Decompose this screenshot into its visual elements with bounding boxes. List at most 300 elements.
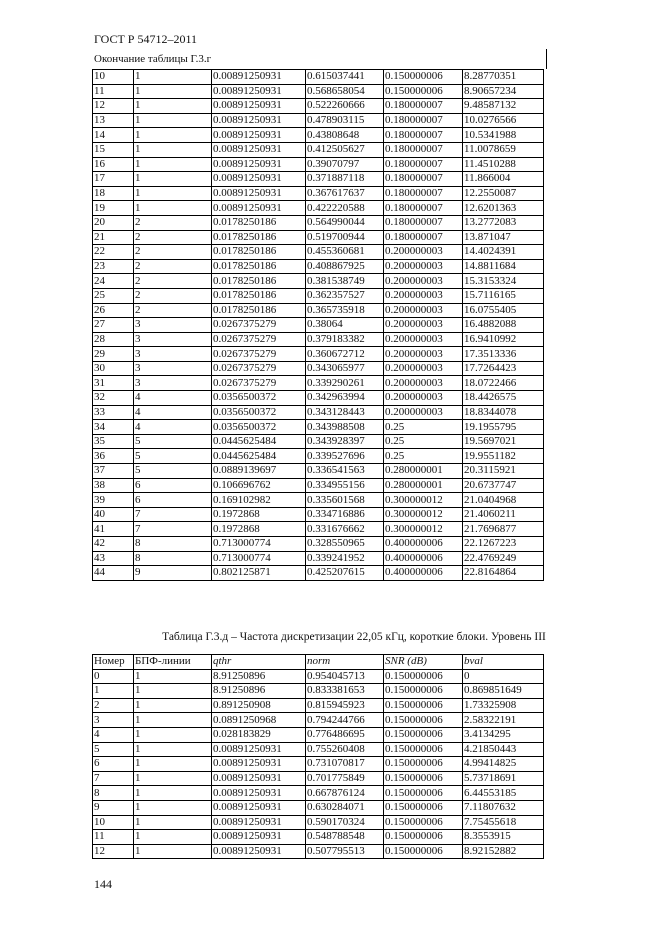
table-cell: 3 xyxy=(93,713,134,728)
table-g3d xyxy=(92,654,544,859)
table-cell: 0.00891250931 xyxy=(212,128,306,143)
table-row xyxy=(93,844,544,859)
table-cell: 0.365735918 xyxy=(306,303,384,318)
table-cell: 20.6737747 xyxy=(463,478,544,493)
table-cell: 8 xyxy=(134,537,212,552)
document-header: ГОСТ Р 54712–2011 xyxy=(94,32,198,46)
table-cell: 16.9410992 xyxy=(463,332,544,347)
table-cell: 12 xyxy=(93,844,134,859)
table-cell: 36 xyxy=(93,449,134,464)
table-cell: 0.39070797 xyxy=(306,157,384,172)
table-header-row xyxy=(93,655,544,670)
table-cell: 0.180000007 xyxy=(384,230,463,245)
table-cell: 6.44553185 xyxy=(463,786,544,801)
table-cell: 0.200000003 xyxy=(384,259,463,274)
table-cell: 20.3115921 xyxy=(463,464,544,479)
table-cell: 27 xyxy=(93,318,134,333)
table-cell: 0.334716886 xyxy=(306,507,384,522)
table-cell: 7.75455618 xyxy=(463,815,544,830)
table-cell: 0.954045713 xyxy=(306,669,384,684)
table-cell: 0.00891250931 xyxy=(212,771,306,786)
table-row xyxy=(93,507,544,522)
table-cell: 0.794244766 xyxy=(306,713,384,728)
table-cell: 12 xyxy=(93,99,134,114)
table-cell: 23 xyxy=(93,259,134,274)
table-cell: 2 xyxy=(134,303,212,318)
table-cell: 3 xyxy=(134,361,212,376)
table-row xyxy=(93,684,544,699)
table-cell: 0.150000006 xyxy=(384,844,463,859)
table-cell: 21.4060211 xyxy=(463,507,544,522)
table-cell: 0.0267375279 xyxy=(212,318,306,333)
table-cell: 0.0178250186 xyxy=(212,288,306,303)
table-cell: 0.343128443 xyxy=(306,405,384,420)
table-cell: 0.00891250931 xyxy=(212,742,306,757)
table-cell: 13 xyxy=(93,113,134,128)
table-cell: 2 xyxy=(93,698,134,713)
table-cell: 1 xyxy=(134,128,212,143)
table-row xyxy=(93,245,544,260)
table-cell: 0.425207615 xyxy=(306,566,384,581)
table-row xyxy=(93,230,544,245)
table-cell: 0.331676662 xyxy=(306,522,384,537)
table-cell: 0.43808648 xyxy=(306,128,384,143)
table-cell: 0.360672712 xyxy=(306,347,384,362)
table-cell: 5 xyxy=(134,464,212,479)
table-cell: 0.1972868 xyxy=(212,522,306,537)
table-cell: 18.0722466 xyxy=(463,376,544,391)
table-cell: 0.280000001 xyxy=(384,464,463,479)
table-cell: 22.4769249 xyxy=(463,551,544,566)
table-cell: 0.0445625484 xyxy=(212,449,306,464)
table-cell: 1 xyxy=(134,172,212,187)
table-cell: 0.590170324 xyxy=(306,815,384,830)
table-row xyxy=(93,771,544,786)
table-cell: 0.507795513 xyxy=(306,844,384,859)
table-cell: 1 xyxy=(134,800,212,815)
table-row xyxy=(93,274,544,289)
table-cell: 22 xyxy=(93,245,134,260)
table-cell: 0.200000003 xyxy=(384,318,463,333)
table-row xyxy=(93,113,544,128)
table-cell: 18 xyxy=(93,186,134,201)
table-cell: 0.180000007 xyxy=(384,113,463,128)
table-row xyxy=(93,698,544,713)
table-cell: 1 xyxy=(134,684,212,699)
table-cell: 1 xyxy=(134,698,212,713)
table-cell: 0 xyxy=(93,669,134,684)
table-cell: 3 xyxy=(134,332,212,347)
table-cell: 11.0078659 xyxy=(463,142,544,157)
table-cell: 1 xyxy=(134,669,212,684)
table-cell: 0.802125871 xyxy=(212,566,306,581)
table-cell: 1 xyxy=(134,830,212,845)
table-cell: 0.342963994 xyxy=(306,391,384,406)
table-cell: 43 xyxy=(93,551,134,566)
table-cell: 21.7696877 xyxy=(463,522,544,537)
table-cell: 16 xyxy=(93,157,134,172)
table-cell: 1 xyxy=(134,70,212,85)
table-cell: 0.200000003 xyxy=(384,347,463,362)
table-cell: 0.150000006 xyxy=(384,757,463,772)
table-cell: 0.00891250931 xyxy=(212,757,306,772)
table-cell: 24 xyxy=(93,274,134,289)
table-cell: 1 xyxy=(134,727,212,742)
table-cell: 1 xyxy=(134,201,212,216)
table-cell: 19.9551182 xyxy=(463,449,544,464)
table-cell: 1.73325908 xyxy=(463,698,544,713)
table-cell: 0.00891250931 xyxy=(212,113,306,128)
table-cell: 13.871047 xyxy=(463,230,544,245)
table-cell: 0.150000006 xyxy=(384,771,463,786)
table-row xyxy=(93,99,544,114)
table-cell: 0.379183382 xyxy=(306,332,384,347)
table-cell: 11 xyxy=(93,830,134,845)
table-cell: 0.422220588 xyxy=(306,201,384,216)
table-cell: 19.5697021 xyxy=(463,434,544,449)
table-cell: 0.00891250931 xyxy=(212,157,306,172)
table-cell: 0.200000003 xyxy=(384,245,463,260)
table-cell: 2 xyxy=(134,274,212,289)
table-row xyxy=(93,669,544,684)
table-cell: 0.25 xyxy=(384,434,463,449)
table-cell: 25 xyxy=(93,288,134,303)
table-cell: 0.522260666 xyxy=(306,99,384,114)
table-cell: 0.336541563 xyxy=(306,464,384,479)
table-row xyxy=(93,332,544,347)
table-cell: 0.0178250186 xyxy=(212,259,306,274)
table-cell: 9.48587132 xyxy=(463,99,544,114)
table-cell: 0.0356500372 xyxy=(212,391,306,406)
table-row xyxy=(93,172,544,187)
table-cell: 4.99414825 xyxy=(463,757,544,772)
table-cell: 12.2550087 xyxy=(463,186,544,201)
table-cell: 0.408867925 xyxy=(306,259,384,274)
table-cell: 8.91250896 xyxy=(212,669,306,684)
table-cell: 0.1972868 xyxy=(212,507,306,522)
table-caption: Таблица Г.3.д – Частота дискретизации 22,05 кГц, короткие блоки. Уровень III xyxy=(162,631,546,643)
table-cell: 0.150000006 xyxy=(384,830,463,845)
table-cell: 0.00891250931 xyxy=(212,186,306,201)
table-cell: 0.25 xyxy=(384,420,463,435)
table-cell: 10 xyxy=(93,70,134,85)
table-cell: 5.73718691 xyxy=(463,771,544,786)
table-cell: 0.568658054 xyxy=(306,84,384,99)
table-row xyxy=(93,142,544,157)
table-cell: 8.3553915 xyxy=(463,830,544,845)
table-cell: 0.00891250931 xyxy=(212,201,306,216)
table-cell: 28 xyxy=(93,332,134,347)
table-cell: 1 xyxy=(93,684,134,699)
table-cell: 0.400000006 xyxy=(384,551,463,566)
table-cell: 0.455360681 xyxy=(306,245,384,260)
table-cell: 11.866004 xyxy=(463,172,544,187)
header-fft-lines: БПФ-линии xyxy=(134,655,212,670)
table-cell: 33 xyxy=(93,405,134,420)
table-cell: 0.150000006 xyxy=(384,669,463,684)
table-row xyxy=(93,128,544,143)
table-cell: 0.38064 xyxy=(306,318,384,333)
table-cell: 21 xyxy=(93,230,134,245)
table-cell: 0.519700944 xyxy=(306,230,384,245)
table-cell: 6 xyxy=(134,493,212,508)
table-cell: 8.28770351 xyxy=(463,70,544,85)
table-cell: 0.150000006 xyxy=(384,786,463,801)
table-cell: 1 xyxy=(134,99,212,114)
table-cell: 0.150000006 xyxy=(384,70,463,85)
table-continuation-label: Окончание таблицы Г.3.г xyxy=(92,49,547,69)
table-row xyxy=(93,742,544,757)
header-norm: norm xyxy=(306,655,384,670)
table-row xyxy=(93,815,544,830)
table-cell: 0.0267375279 xyxy=(212,332,306,347)
table-cell: 0.0356500372 xyxy=(212,405,306,420)
table-cell: 39 xyxy=(93,493,134,508)
table-cell: 0.25 xyxy=(384,449,463,464)
table-cell: 17.7264423 xyxy=(463,361,544,376)
table-cell: 0.200000003 xyxy=(384,361,463,376)
table-cell: 0.00891250931 xyxy=(212,99,306,114)
table-cell: 0.731070817 xyxy=(306,757,384,772)
table-cell: 0.0267375279 xyxy=(212,347,306,362)
table-row xyxy=(93,288,544,303)
table-cell: 42 xyxy=(93,537,134,552)
table-row xyxy=(93,259,544,274)
table-cell: 31 xyxy=(93,376,134,391)
table-cell: 34 xyxy=(93,420,134,435)
header-snr: SNR (dB) xyxy=(384,655,463,670)
table-cell: 0.150000006 xyxy=(384,713,463,728)
table-cell: 8.90657234 xyxy=(463,84,544,99)
table-cell: 8 xyxy=(93,786,134,801)
table-cell: 9 xyxy=(134,566,212,581)
table-cell: 0.667876124 xyxy=(306,786,384,801)
table-cell: 0.150000006 xyxy=(384,727,463,742)
table-cell: 0.0889139697 xyxy=(212,464,306,479)
table-cell: 0.180000007 xyxy=(384,172,463,187)
table-cell: 2 xyxy=(134,215,212,230)
table-cell: 0.755260408 xyxy=(306,742,384,757)
table-cell: 0.0891250968 xyxy=(212,713,306,728)
table-cell: 3 xyxy=(134,376,212,391)
table-cell: 7 xyxy=(134,507,212,522)
table-cell: 1 xyxy=(134,844,212,859)
table-cell: 1 xyxy=(134,742,212,757)
table-cell: 5 xyxy=(93,742,134,757)
table-cell: 0.180000007 xyxy=(384,157,463,172)
table-cell: 0.200000003 xyxy=(384,376,463,391)
table-cell: 10.5341988 xyxy=(463,128,544,143)
table-row xyxy=(93,830,544,845)
table-cell: 10 xyxy=(93,815,134,830)
table-cell: 0.180000007 xyxy=(384,186,463,201)
table-cell: 7.11807632 xyxy=(463,800,544,815)
table-g3g-end xyxy=(92,69,544,581)
table-cell: 4 xyxy=(134,391,212,406)
table-cell: 15 xyxy=(93,142,134,157)
table-cell: 2 xyxy=(134,259,212,274)
table-cell: 8.91250896 xyxy=(212,684,306,699)
table-cell: 1 xyxy=(134,157,212,172)
table-cell: 5 xyxy=(134,449,212,464)
table-cell: 7 xyxy=(134,522,212,537)
table-cell: 17.3513336 xyxy=(463,347,544,362)
table-row xyxy=(93,786,544,801)
table-cell: 4.21850443 xyxy=(463,742,544,757)
table-cell: 0.300000012 xyxy=(384,507,463,522)
table-cell: 10.0276566 xyxy=(463,113,544,128)
table-cell: 5 xyxy=(134,434,212,449)
table-cell: 0.339527696 xyxy=(306,449,384,464)
table-cell: 0.150000006 xyxy=(384,84,463,99)
table-cell: 8.92152882 xyxy=(463,844,544,859)
table-cell: 1 xyxy=(134,771,212,786)
table-cell: 0.300000012 xyxy=(384,493,463,508)
table-cell: 35 xyxy=(93,434,134,449)
table-cell: 22.1267223 xyxy=(463,537,544,552)
header-qthr: qthr xyxy=(212,655,306,670)
table-cell: 0.0356500372 xyxy=(212,420,306,435)
table-row xyxy=(93,70,544,85)
table-cell: 20 xyxy=(93,215,134,230)
table-cell: 41 xyxy=(93,522,134,537)
table-cell: 38 xyxy=(93,478,134,493)
table-cell: 0.00891250931 xyxy=(212,172,306,187)
table-cell: 0.0267375279 xyxy=(212,361,306,376)
table-row xyxy=(93,566,544,581)
table-cell: 1 xyxy=(134,815,212,830)
table-row xyxy=(93,449,544,464)
table-cell: 29 xyxy=(93,347,134,362)
table-row xyxy=(93,391,544,406)
table-cell: 0.00891250931 xyxy=(212,815,306,830)
table-cell: 0.0178250186 xyxy=(212,274,306,289)
table-cell: 7 xyxy=(93,771,134,786)
table-cell: 3 xyxy=(134,318,212,333)
table-cell: 1 xyxy=(134,84,212,99)
table-cell: 15.7116165 xyxy=(463,288,544,303)
table-cell: 0.028183829 xyxy=(212,727,306,742)
table-cell: 0.150000006 xyxy=(384,800,463,815)
table-cell: 0.343065977 xyxy=(306,361,384,376)
table-cell: 1 xyxy=(134,713,212,728)
table-row xyxy=(93,347,544,362)
table-cell: 44 xyxy=(93,566,134,581)
header-bval: bval xyxy=(463,655,544,670)
table-cell: 0.150000006 xyxy=(384,742,463,757)
table-cell: 3.4134295 xyxy=(463,727,544,742)
table-cell: 0.200000003 xyxy=(384,274,463,289)
table-row xyxy=(93,157,544,172)
table-cell: 0.00891250931 xyxy=(212,84,306,99)
table-cell: 0.339290261 xyxy=(306,376,384,391)
table-cell: 0.0178250186 xyxy=(212,230,306,245)
table-row xyxy=(93,201,544,216)
table-cell: 40 xyxy=(93,507,134,522)
table-cell: 0.106696762 xyxy=(212,478,306,493)
table-cell: 2 xyxy=(134,230,212,245)
table-cell: 0.280000001 xyxy=(384,478,463,493)
table-cell: 17 xyxy=(93,172,134,187)
table-cell: 0.200000003 xyxy=(384,405,463,420)
table-cell: 14.8811684 xyxy=(463,259,544,274)
table-cell: 12.6201363 xyxy=(463,201,544,216)
table-row xyxy=(93,757,544,772)
table-row xyxy=(93,405,544,420)
table-cell: 0.400000006 xyxy=(384,566,463,581)
table-cell: 2 xyxy=(134,245,212,260)
table-cell: 22.8164864 xyxy=(463,566,544,581)
table-cell: 6 xyxy=(93,757,134,772)
table-row xyxy=(93,376,544,391)
table-row xyxy=(93,478,544,493)
table-cell: 37 xyxy=(93,464,134,479)
table-row xyxy=(93,522,544,537)
table-row xyxy=(93,434,544,449)
table-row xyxy=(93,713,544,728)
table-cell: 16.0755405 xyxy=(463,303,544,318)
table-cell: 0.0178250186 xyxy=(212,245,306,260)
table-cell: 0.200000003 xyxy=(384,332,463,347)
table-cell: 0.00891250931 xyxy=(212,70,306,85)
table-cell: 0.833381653 xyxy=(306,684,384,699)
table-cell: 2 xyxy=(134,288,212,303)
table-cell: 0.343928397 xyxy=(306,434,384,449)
table-cell: 1 xyxy=(134,113,212,128)
table-cell: 0.891250908 xyxy=(212,698,306,713)
table-cell: 0.343988508 xyxy=(306,420,384,435)
table-cell: 0.371887118 xyxy=(306,172,384,187)
table-cell: 0.630284071 xyxy=(306,800,384,815)
table-cell: 0.548788548 xyxy=(306,830,384,845)
table-row xyxy=(93,551,544,566)
table-row xyxy=(93,464,544,479)
table-cell: 0.339241952 xyxy=(306,551,384,566)
header-number: Номер xyxy=(93,655,134,670)
table-cell: 0.00891250931 xyxy=(212,142,306,157)
table-cell: 0.334955156 xyxy=(306,478,384,493)
table-cell: 1 xyxy=(134,142,212,157)
table-cell: 18.8344078 xyxy=(463,405,544,420)
table-row xyxy=(93,800,544,815)
table-cell: 18.4426575 xyxy=(463,391,544,406)
table-cell: 0.200000003 xyxy=(384,288,463,303)
table-row xyxy=(93,186,544,201)
table-cell: 0.180000007 xyxy=(384,201,463,216)
table-cell: 0.362357527 xyxy=(306,288,384,303)
table-cell: 26 xyxy=(93,303,134,318)
table-cell: 0.381538749 xyxy=(306,274,384,289)
table-cell: 6 xyxy=(134,478,212,493)
table-row xyxy=(93,303,544,318)
table-cell: 16.4882088 xyxy=(463,318,544,333)
table-cell: 19.1955795 xyxy=(463,420,544,435)
table-cell: 0.335601568 xyxy=(306,493,384,508)
table-cell: 0.412505627 xyxy=(306,142,384,157)
table-cell: 0.00891250931 xyxy=(212,786,306,801)
table-row xyxy=(93,215,544,230)
table-cell: 11 xyxy=(93,84,134,99)
table-row xyxy=(93,537,544,552)
table-cell: 4 xyxy=(93,727,134,742)
table-row xyxy=(93,84,544,99)
table-cell: 0.478903115 xyxy=(306,113,384,128)
table-cell: 0.615037441 xyxy=(306,70,384,85)
table-cell: 14 xyxy=(93,128,134,143)
table-cell: 0.180000007 xyxy=(384,99,463,114)
table-row xyxy=(93,361,544,376)
table-row xyxy=(93,318,544,333)
